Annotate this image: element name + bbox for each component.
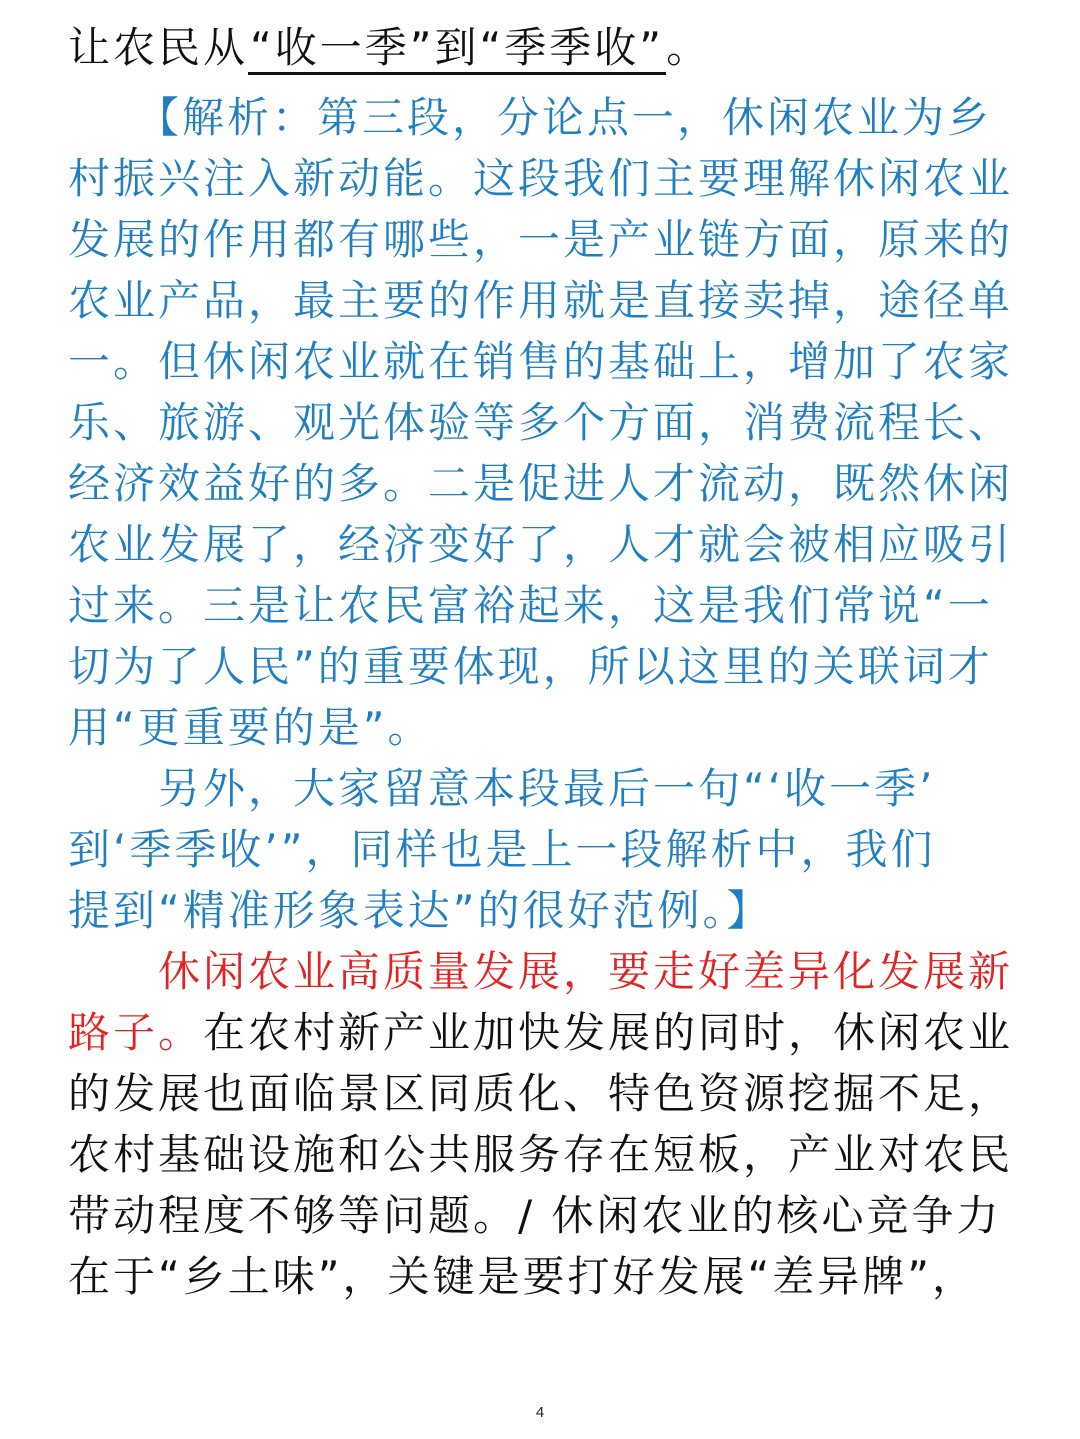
thesis-line-2: 路子。: [68, 1008, 204, 1057]
analysis-line-2: 村振兴注入新动能。这段我们主要理解休闲农业: [68, 154, 1014, 203]
analysis-line-7: 经济效益好的多。二是促进人才流动，既然休闲: [68, 459, 1014, 508]
body-line-5: 在于“乡土味”，关键是要打好发展“差异牌”，: [68, 1252, 978, 1301]
body-line-4: 带动程度不够等问题。/ 休闲农业的核心竞争力: [68, 1191, 1002, 1240]
sentence-end: 。: [666, 23, 712, 72]
analysis-line-8: 农业发展了，经济变好了，人才就会被相应吸引: [68, 520, 1014, 569]
thesis-line-1: 休闲农业高质量发展，要走好差异化发展新: [68, 947, 1014, 996]
body-line-3: 农村基础设施和公共服务存在短板，产业对农民: [68, 1130, 1014, 1179]
analysis-line-4: 农业产品，最主要的作用就是直接卖掉，途径单: [68, 276, 1014, 325]
analysis-line-14: 提到“精准形象表达”的很好范例。】: [68, 886, 772, 935]
body-line-2: 的发展也面临景区同质化、特色资源挖掘不足，: [68, 1069, 1014, 1118]
analysis-line-5: 一。但休闲农业就在销售的基础上，增加了农家: [68, 337, 1014, 386]
fill-in-answer: “收一季”到“季季收”: [248, 24, 666, 75]
analysis-line-1: 【解析：第三段，分论点一，休闲农业为乡: [68, 93, 993, 142]
analysis-line-3: 发展的作用都有哪些，一是产业链方面，原来的: [68, 215, 1014, 264]
analysis-line-12: 另外，大家留意本段最后一句“‘收一季’: [68, 764, 936, 813]
body-line-1: [68, 1003, 1028, 1063]
text-line-1: [68, 18, 1028, 78]
analysis-line-6: 乐、旅游、观光体验等多个方面，消费流程长、: [68, 398, 1014, 447]
analysis-line-11: 用“更重要的是”。: [68, 703, 433, 752]
sentence-start: 让农民从: [68, 23, 249, 72]
body-text: 在农村新产业加快发展的同时，休闲农业: [203, 1008, 1014, 1057]
analysis-line-10: 切为了人民”的重要体现，所以这里的关联词才: [68, 642, 993, 691]
analysis-line-13: 到‘季季收’”，同样也是上一段解析中，我们: [68, 825, 936, 874]
page-number: 4: [535, 1404, 545, 1421]
analysis-line-9: 过来。三是让农民富裕起来，这是我们常说“一: [68, 581, 993, 630]
